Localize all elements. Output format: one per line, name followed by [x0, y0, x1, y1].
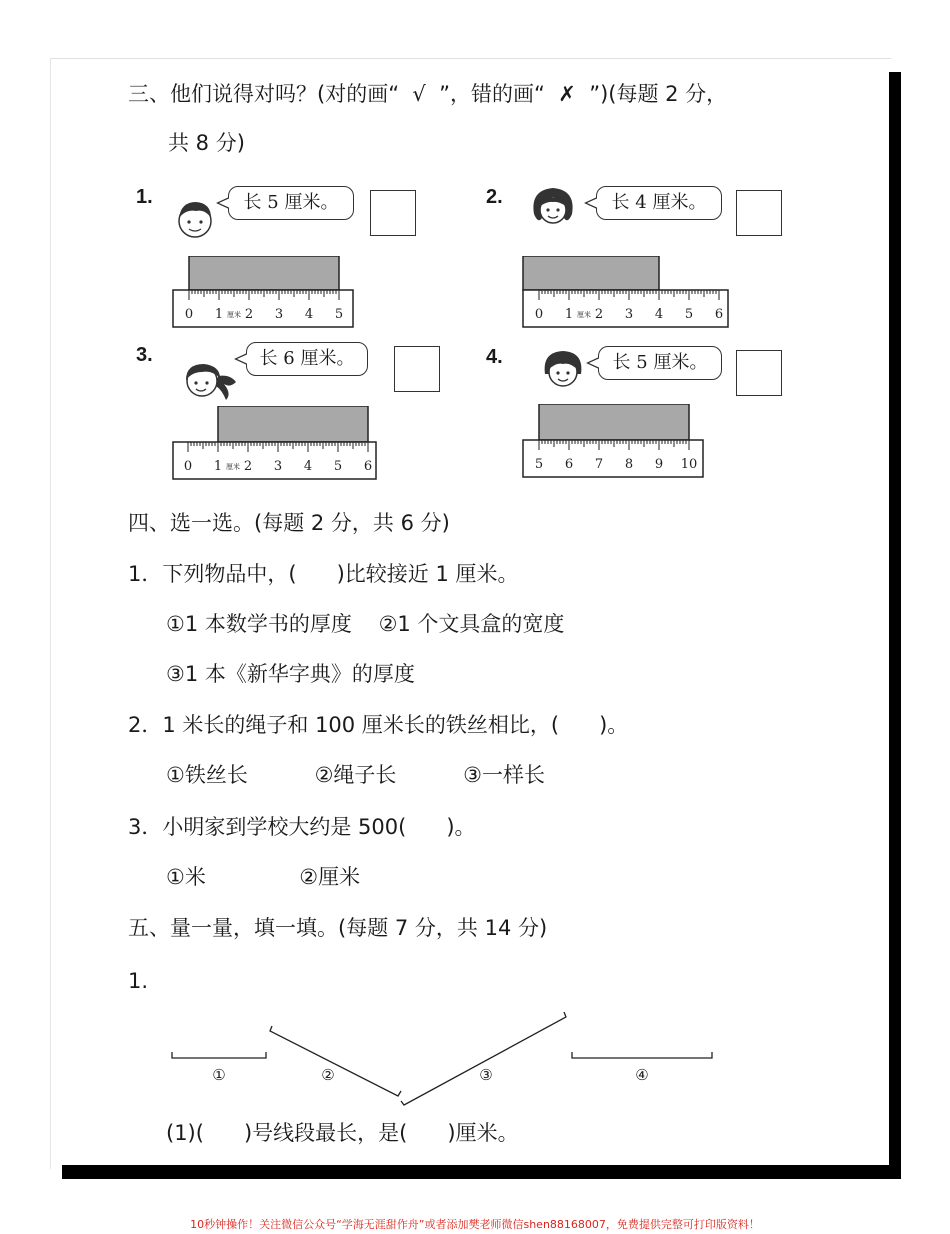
- ruler-figure-1: [172, 256, 354, 328]
- question-5-1-sub-1: (1)( )号线段最长，是( )厘米。: [166, 1121, 519, 1145]
- speech-bubble-1: 长 5 厘米。: [228, 186, 354, 220]
- ruler-1-tick-label: 4: [304, 307, 314, 322]
- question-4-3: 3．小明家到学校大约是 500( )。: [128, 815, 476, 839]
- girl-short-hair-face-icon: [540, 346, 586, 392]
- ruler-3-tick-label: 1: [213, 459, 223, 474]
- girl-face-icon: [528, 184, 578, 230]
- ruler-1-tick-label: 2: [244, 307, 254, 322]
- ruler-2-tick-label: 0: [534, 307, 544, 322]
- answer-box-2[interactable]: [736, 190, 782, 236]
- answer-box-4[interactable]: [736, 350, 782, 396]
- question-4-1: 1．下列物品中，( )比较接近 1 厘米。: [128, 562, 519, 586]
- question-4-2: 2．1 米长的绳子和 100 厘米长的铁丝相比，( )。: [128, 713, 629, 737]
- ruler-4-tick-label: 5: [534, 457, 544, 472]
- ruler-2-tick-label: 5: [684, 307, 694, 322]
- page-shadow-right: [889, 72, 901, 1179]
- section3-title: 三、他们说得对吗？(对的画“ √ ”，错的画“ ✗ ”)(每题 2 分，: [128, 82, 728, 106]
- question-4-2-options: ①铁丝长 ②绳子长 ③一样长: [166, 763, 545, 787]
- section4-title: 四、选一选。(每题 2 分，共 6 分): [128, 511, 450, 535]
- ruler-2-unit-label: 厘米: [577, 311, 591, 319]
- ruler-3-tick-label: 5: [333, 459, 343, 474]
- segment-2: [270, 1026, 401, 1096]
- ruler-3-tick-label: 0: [183, 459, 193, 474]
- ruler-3-tick-label: 6: [363, 459, 373, 474]
- pigtail-girl-face-icon: [178, 356, 240, 402]
- ruler-4-tick-label: 10: [680, 457, 698, 472]
- speech-bubble-4: 长 5 厘米。: [598, 346, 722, 380]
- ruler-4-tick-label: 6: [564, 457, 574, 472]
- question-4-1-options-b: ③1 本《新华字典》的厚度: [166, 662, 415, 686]
- ruler-2-tick-label: 4: [654, 307, 664, 322]
- ruler-3-tick-label: 2: [243, 459, 253, 474]
- ruler-1-tick-label: 0: [184, 307, 194, 322]
- segment-3: [401, 1012, 566, 1105]
- ruler-1-unit-label: 厘米: [227, 311, 241, 319]
- question-4-1-options-a: ①1 本数学书的厚度 ②1 个文具盒的宽度: [166, 612, 565, 636]
- question-5-1-number: 1.: [128, 969, 149, 993]
- item-4-number: 4.: [486, 346, 503, 368]
- ruler-4-tick-label: 9: [654, 457, 664, 472]
- speech-bubble-3: 长 6 厘米。: [246, 342, 368, 376]
- ruler-figure-3: [172, 406, 378, 480]
- segment-label-1: ①: [212, 1066, 226, 1084]
- item-1-number: 1.: [136, 186, 153, 208]
- boy-face-icon: [172, 196, 218, 242]
- ruler-4-tick-label: 7: [594, 457, 604, 472]
- ruler-2-tick-label: 1: [564, 307, 574, 322]
- footer-promo-text: 10秒钟操作！关注微信公众号“学海无涯甜作舟”或者添加樊老师微信shen88168007，免费提供完整可打印版资料！: [190, 1218, 760, 1231]
- ruler-2-tick-label: 2: [594, 307, 604, 322]
- ruler-2-tick-label: 3: [624, 307, 634, 322]
- ruler-3-tick-label: 3: [273, 459, 283, 474]
- segment-label-4: ④: [635, 1066, 649, 1084]
- section3-title-cont: 共 8 分): [168, 131, 245, 155]
- ruler-1-tick-label: 3: [274, 307, 284, 322]
- ruler-3-unit-label: 厘米: [226, 463, 240, 471]
- line-segments-figure: [160, 1000, 730, 1110]
- ruler-figure-4: [522, 404, 706, 478]
- item-2-number: 2.: [486, 186, 503, 208]
- ruler-1-tick-label: 1: [214, 307, 224, 322]
- segment-label-2: ②: [321, 1066, 335, 1084]
- page-shadow-bottom: [62, 1165, 901, 1179]
- speech-bubble-2: 长 4 厘米。: [596, 186, 722, 220]
- section5-title: 五、量一量，填一填。(每题 7 分，共 14 分): [128, 916, 548, 940]
- ruler-4-tick-label: 8: [624, 457, 634, 472]
- ruler-3-tick-label: 4: [303, 459, 313, 474]
- item-3-number: 3.: [136, 344, 153, 366]
- segment-4: [572, 1052, 712, 1058]
- segment-label-3: ③: [479, 1066, 493, 1084]
- segment-1: [172, 1052, 266, 1058]
- ruler-1-tick-label: 5: [334, 307, 344, 322]
- ruler-figure-2: [522, 256, 730, 328]
- ruler-2-tick-label: 6: [714, 307, 724, 322]
- answer-box-1[interactable]: [370, 190, 416, 236]
- question-4-3-options: ①米 ②厘米: [166, 865, 361, 889]
- answer-box-3[interactable]: [394, 346, 440, 392]
